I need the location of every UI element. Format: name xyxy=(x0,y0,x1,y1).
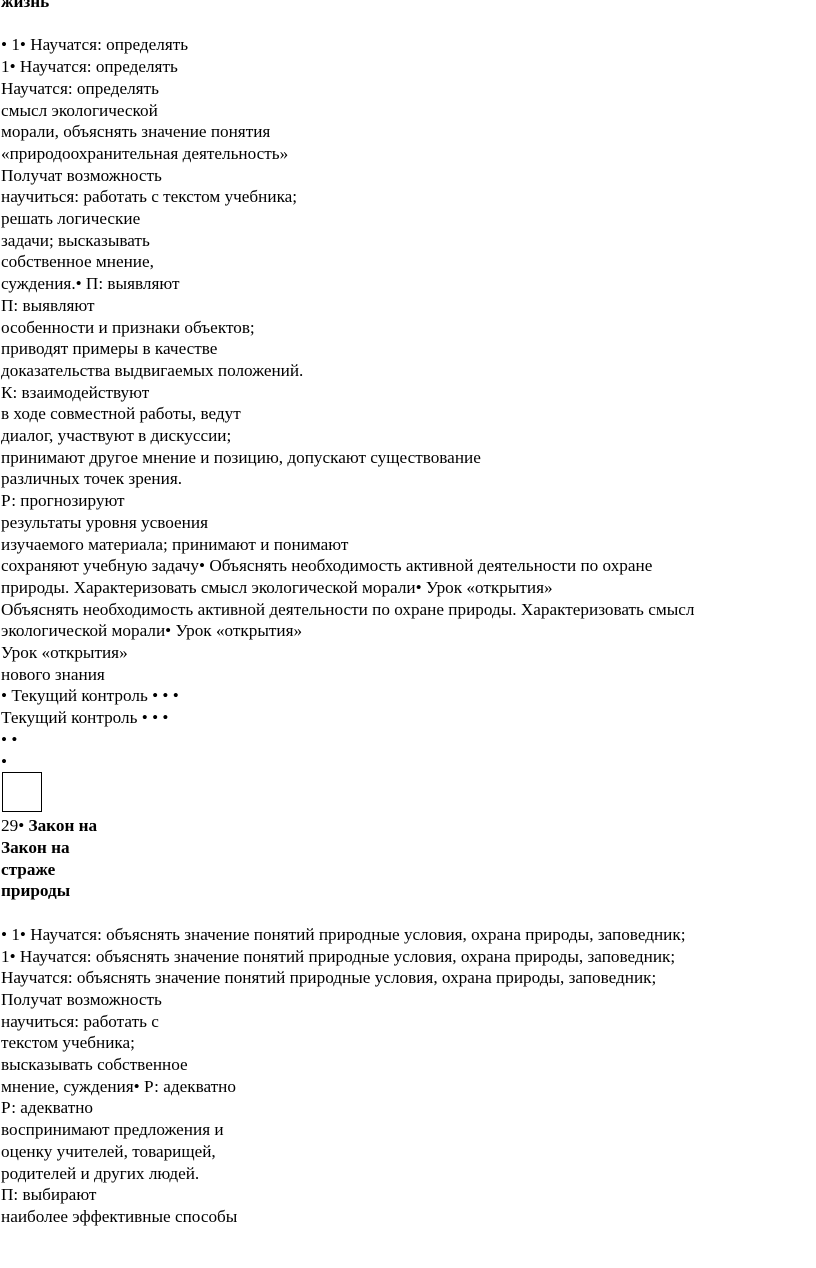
text-line: смысл экологической xyxy=(1,100,158,120)
text-line: • Текущий контроль • • • xyxy=(1,686,179,706)
text-line: Научатся: определять xyxy=(1,78,159,98)
text-line: Объяснять необходимость активной деятельности по охране природы. Характеризовать смысл xyxy=(1,599,695,619)
text-line: суждения.• П: выявляют xyxy=(1,274,180,294)
text-line: доказательства выдвигаемых положений. xyxy=(1,360,304,380)
text-line: наиболее эффективные способы xyxy=(1,1206,238,1226)
text-line: результаты уровня усвоения xyxy=(1,512,208,532)
text-line: родителей и других людей. xyxy=(1,1163,200,1183)
text-line: принимают другое мнение и позицию, допускают существование xyxy=(1,447,481,467)
lesson-title: Закон на xyxy=(28,816,98,836)
blank-line xyxy=(1,902,813,924)
text-line: природы. Характеризовать смысл экологической морали• Урок «открытия» xyxy=(1,577,553,597)
text-line: мнение, суждения• Р: адекватно xyxy=(1,1076,236,1096)
text-line: высказывать собственное xyxy=(1,1055,188,1075)
text-line: воспринимают предложения и xyxy=(1,1120,224,1140)
lesson-heading xyxy=(1,815,813,837)
text-line: приводят примеры в качестве xyxy=(1,339,218,359)
text-line: • xyxy=(1,751,8,771)
document-page xyxy=(1,0,813,1228)
text-line: Научатся: объяснять значение понятий природные условия, охрана природы, заповедник; xyxy=(1,968,657,988)
text-line: Получат возможность xyxy=(1,989,162,1009)
text-line: различных точек зрения. xyxy=(1,469,183,489)
text-line: Р: адекватно xyxy=(1,1098,93,1118)
text-line: Текущий контроль • • • xyxy=(1,708,169,728)
text-line: 1• Научатся: объяснять значение понятий природные условия, охрана природы, заповедник; xyxy=(1,946,676,966)
text-line: К: взаимодействуют xyxy=(1,382,150,402)
text-line: решать логические xyxy=(1,209,141,229)
text-line: оценку учителей, товарищей, xyxy=(1,1141,216,1161)
header-word: жизнь xyxy=(1,0,50,11)
text-line: «природоохранительная деятельность» xyxy=(1,143,289,163)
text-line: Получат возможность xyxy=(1,165,162,185)
text-line: • 1• Научатся: объяснять значение понятий природные условия, охрана природы, заповедник; xyxy=(1,924,686,944)
text-line: • • xyxy=(1,729,18,749)
text-block-1 xyxy=(1,34,813,772)
text-line: собственное мнение, xyxy=(1,252,154,272)
lesson-number: 29• xyxy=(1,816,25,836)
text-line: П: выбирают xyxy=(1,1185,97,1205)
text-line: Р: прогнозируют xyxy=(1,491,125,511)
text-line: научиться: работать с xyxy=(1,1011,159,1031)
lesson-title-block xyxy=(1,815,813,902)
text-line: морали, объяснять значение понятия xyxy=(1,122,271,142)
blank-line xyxy=(1,13,813,35)
text-block-2 xyxy=(1,924,813,1228)
text-line: 1• Научатся: определять xyxy=(1,57,178,77)
lesson-title-line: природы xyxy=(1,881,71,901)
text-line: диалог, участвуют в дискуссии; xyxy=(1,426,232,446)
text-line: текстом учебника; xyxy=(1,1033,135,1053)
text-line: особенности и признаки объектов; xyxy=(1,317,255,337)
text-line: П: выявляют xyxy=(1,295,95,315)
text-line: в ходе совместной работы, ведут xyxy=(1,404,241,424)
text-line: сохраняют учебную задачу• Объяснять необходимость активной деятельности по охране xyxy=(1,556,653,576)
text-line: нового знания xyxy=(1,664,105,684)
lesson-title-line: страже xyxy=(1,859,56,879)
text-line: задачи; высказывать xyxy=(1,230,150,250)
text-line: экологической морали• Урок «открытия» xyxy=(1,621,303,641)
text-line: • 1• Научатся: определять xyxy=(1,35,189,55)
text-line: научиться: работать с текстом учебника; xyxy=(1,187,298,207)
lesson-title-line: Закон на xyxy=(1,838,70,857)
text-line: изучаемого материала; принимают и понимают xyxy=(1,534,349,554)
text-line: Урок «открытия» xyxy=(1,643,128,663)
empty-cell-box xyxy=(2,772,42,812)
